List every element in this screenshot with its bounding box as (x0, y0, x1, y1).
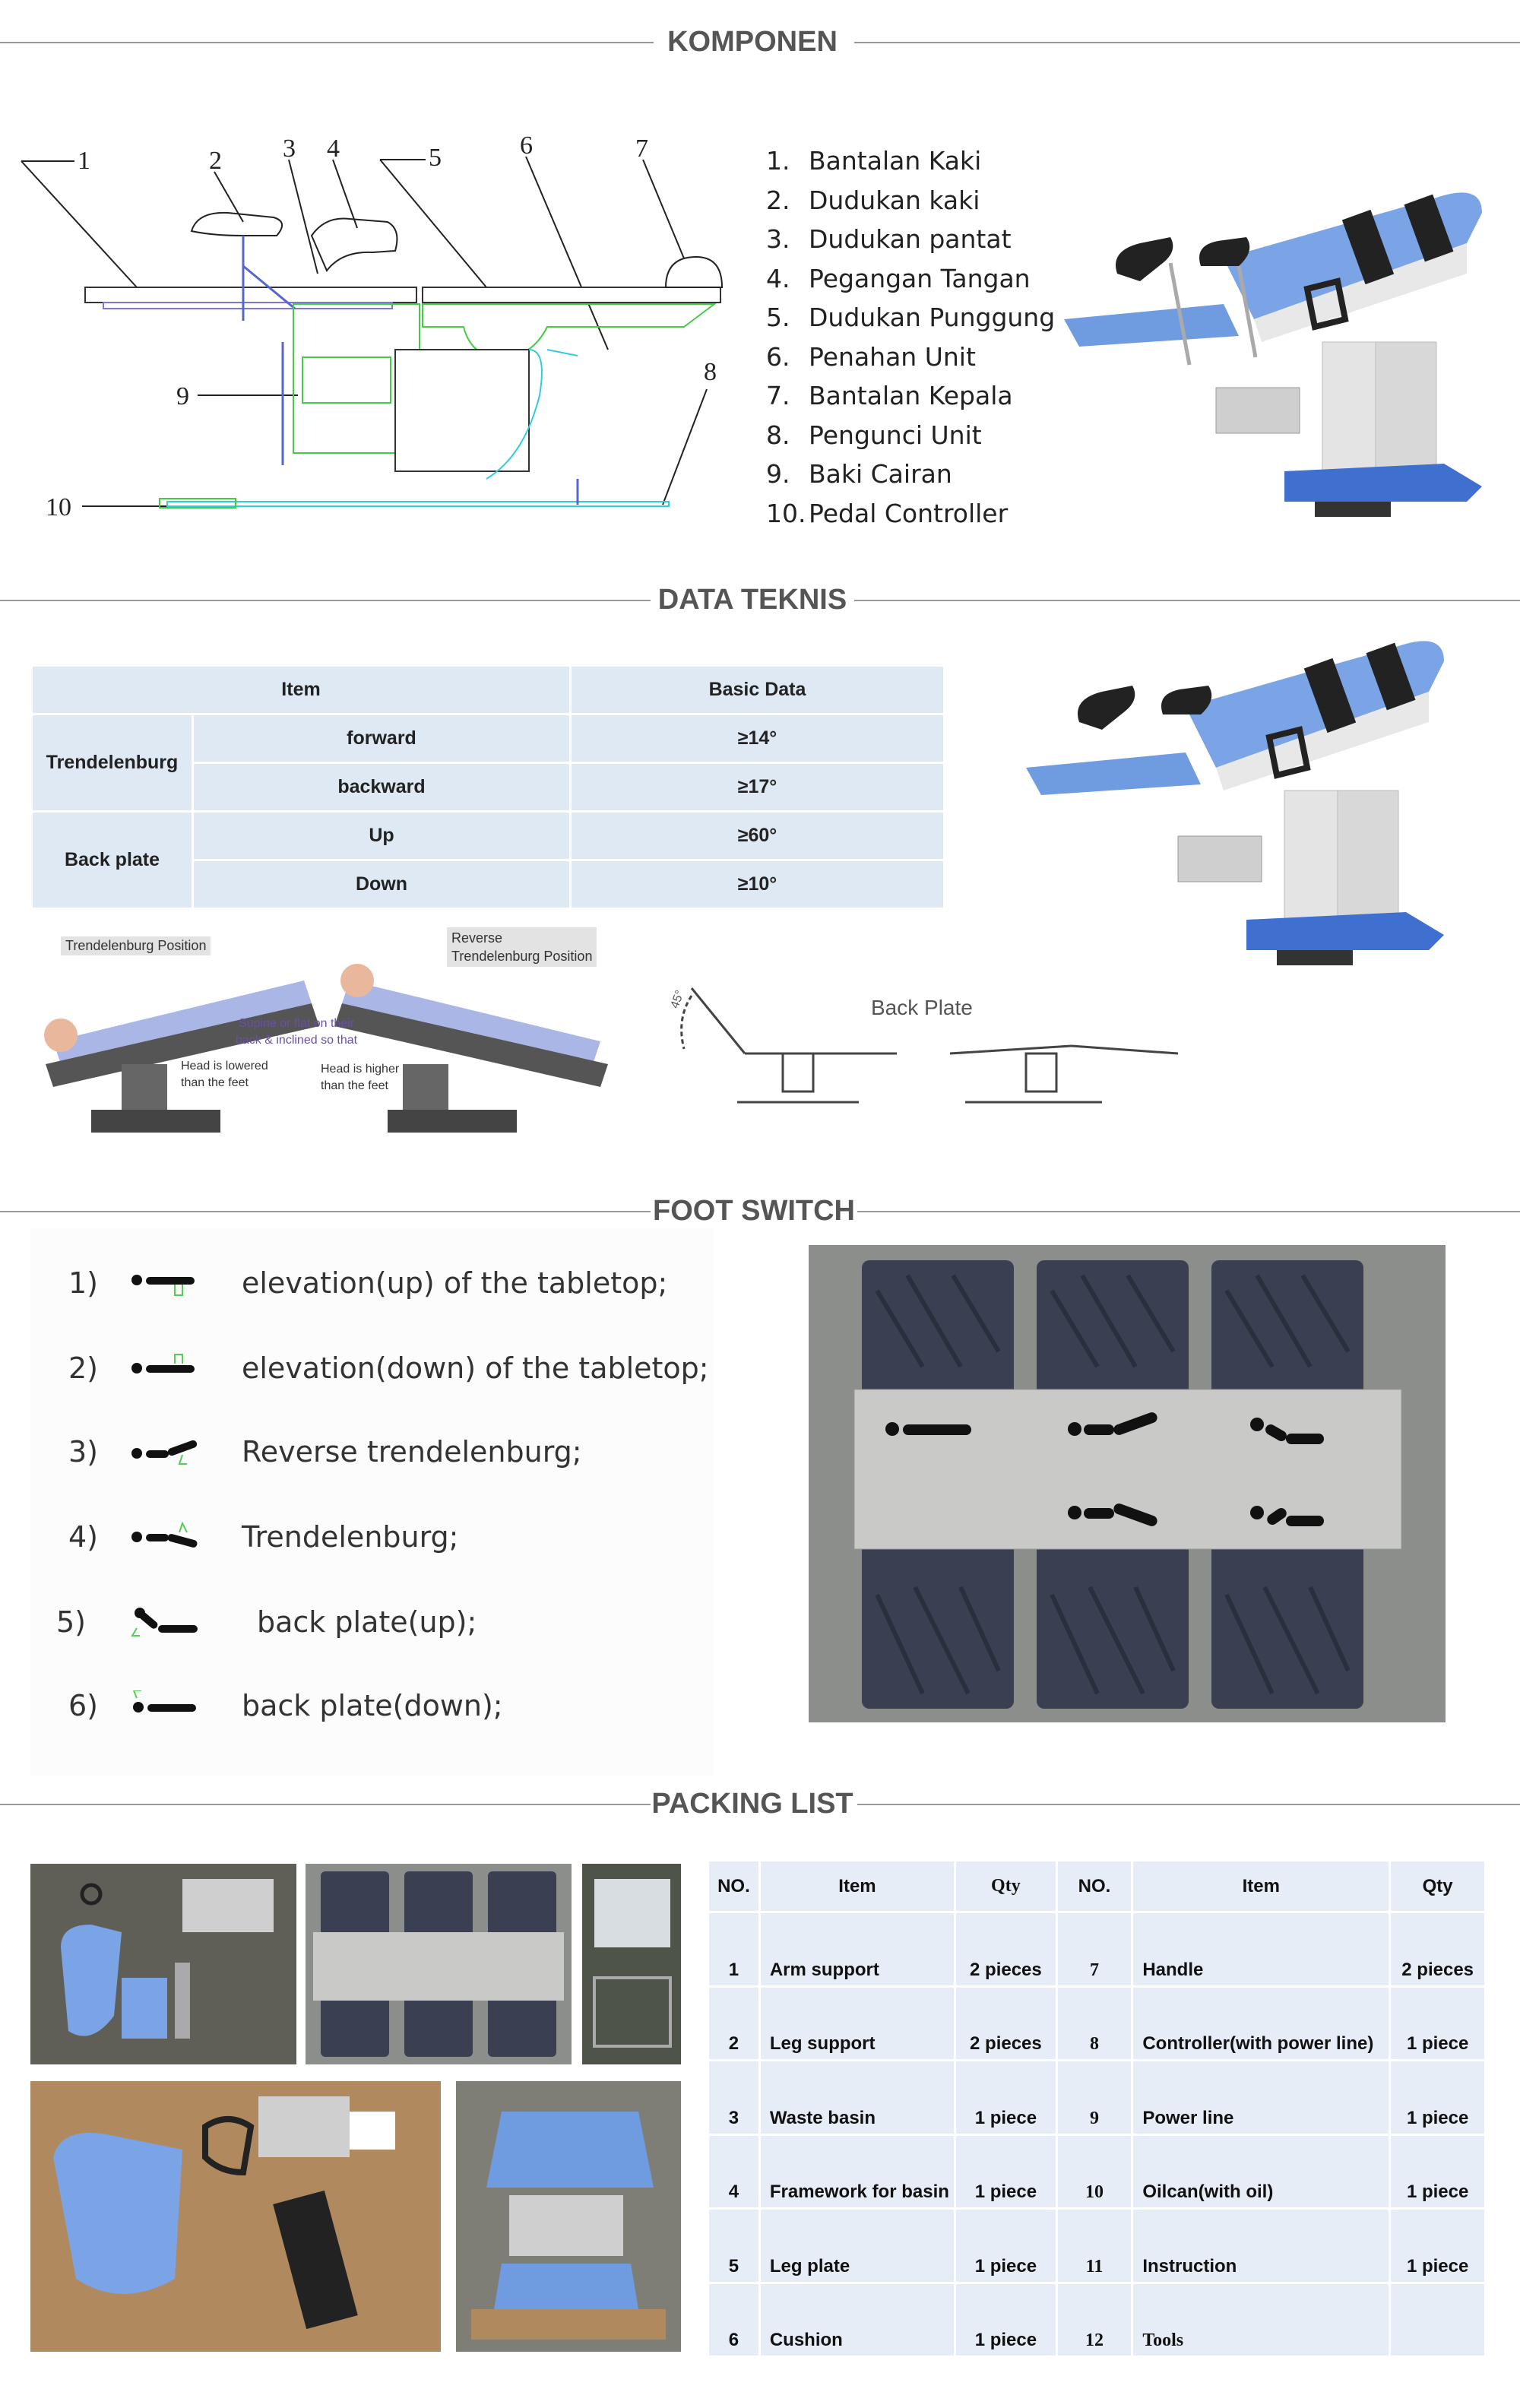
back-plate-diagrams (661, 973, 1193, 1125)
callout-7: 7 (635, 135, 648, 163)
cell: Up (193, 812, 571, 860)
back-plate-down-icon (129, 1690, 213, 1721)
row-label: Trendelenburg (32, 714, 193, 812)
section-header-data-teknis (0, 581, 1520, 619)
foot-switch-list (30, 1228, 714, 1776)
header-no: NO. (708, 1861, 760, 1912)
packing-list-table (707, 1859, 1487, 2358)
list-item: 2. Dudukan kaki (766, 185, 980, 215)
header-qty: Qty (1390, 1861, 1486, 1912)
table-header-row (708, 1861, 1486, 1912)
callout-3: 3 (283, 135, 296, 163)
callout-10: 10 (46, 493, 71, 521)
packing-photo-1 (30, 1864, 296, 2064)
callout-8: 8 (704, 358, 717, 386)
component-list (766, 141, 1055, 533)
packing-photo-5 (456, 2081, 681, 2352)
list-item: 5) back plate(up); (56, 1605, 477, 1639)
table-row: 4 Framework for basin 1 piece 10 Oilcan(with oil) 1 piece (708, 2134, 1486, 2209)
list-item: 9. Baki Cairan (766, 459, 952, 489)
cell: Down (193, 860, 571, 909)
list-item: 10. Pedal Controller (766, 498, 1009, 528)
callout-5: 5 (429, 144, 442, 172)
divider (0, 42, 654, 43)
packing-photo-2 (306, 1864, 572, 2064)
callout-9: 9 (176, 382, 189, 410)
table-row (32, 714, 945, 763)
list-item: 8. Pengunci Unit (766, 420, 982, 450)
divider (854, 42, 1520, 43)
elevation-up-icon (129, 1268, 213, 1298)
table-row (32, 812, 945, 860)
technical-data-table (30, 664, 945, 910)
head-lowered-note: Head is lowered than the feet (181, 1060, 268, 1089)
delivery-bed-image (1056, 167, 1497, 532)
table-row: 6 Cushion 1 piece 12 Tools (708, 2283, 1486, 2357)
section-header-komponen (0, 23, 1520, 61)
patient-position-image (30, 950, 638, 1148)
reverse-trendelenburg-icon (129, 1437, 213, 1467)
cell: ≥10° (571, 860, 945, 909)
list-item: 6. Penahan Unit (766, 341, 976, 372)
table-row: 5 Leg plate 1 piece 11 Instruction 1 piece (708, 2209, 1486, 2283)
cell: ≥17° (571, 763, 945, 812)
section-header-foot-switch (0, 1192, 1520, 1230)
cell: ≥14° (571, 714, 945, 763)
component-diagram (15, 122, 745, 547)
reverse-label: Reverse Trendelenburg Position (447, 927, 597, 967)
callout-1: 1 (78, 147, 90, 175)
section-title: DATA TEKNIS (657, 584, 847, 616)
divider (0, 600, 651, 601)
supine-note: Supine or flat on their back & inclined so that (236, 1017, 358, 1047)
section-header-packing-list (0, 1785, 1520, 1823)
delivery-bed-image-2 (1011, 616, 1467, 981)
section-title: FOOT SWITCH (653, 1195, 855, 1227)
callout-6: 6 (520, 131, 533, 160)
cell: backward (193, 763, 571, 812)
back-plate-drawing (661, 973, 1193, 1125)
list-item: 5. Dudukan Punggung (766, 303, 1056, 332)
divider (854, 600, 1520, 601)
back-plate-up-icon (129, 1607, 213, 1637)
section-title: KOMPONEN (667, 26, 838, 58)
list-item: 2) elevation(down) of the tabletop; (68, 1351, 709, 1385)
list-item: 4. Pegangan Tangan (766, 263, 1031, 293)
cell: forward (193, 714, 571, 763)
callout-4: 4 (327, 135, 340, 163)
packing-photo-4 (30, 2081, 441, 2352)
back-plate-label: Back Plate (871, 996, 973, 1019)
header-qty: Qty (955, 1861, 1057, 1912)
section-title: PACKING LIST (651, 1788, 853, 1820)
header-item: Item (1132, 1861, 1390, 1912)
list-item: 3. Dudukan pantat (766, 224, 1012, 254)
foot-pedal-drawing (809, 1245, 1446, 1722)
head-higher-note: Head is higher than the feet (321, 1063, 400, 1092)
header-no: NO. (1056, 1861, 1132, 1912)
table-row: 1 Arm support 2 pieces 7 Handle 2 pieces (708, 1912, 1486, 1987)
list-item: 1) elevation(up) of the tabletop; (68, 1266, 668, 1300)
list-item: 1. Bantalan Kaki (766, 146, 982, 176)
divider (0, 1804, 651, 1805)
table-row: 3 Waste basin 1 piece 9 Power line 1 piece (708, 2061, 1486, 2135)
trendelenburg-icon (129, 1522, 213, 1552)
foot-pedal-photo (809, 1245, 1446, 1722)
cell: ≥60° (571, 812, 945, 860)
divider (857, 1211, 1520, 1212)
list-item: 4) Trendelenburg; (68, 1520, 459, 1554)
header-basic-data: Basic Data (571, 666, 945, 714)
list-item: 6) back plate(down); (68, 1689, 503, 1722)
header-item: Item (32, 666, 571, 714)
table-header-row (32, 666, 945, 714)
divider (0, 1211, 651, 1212)
position-illustrations (30, 927, 638, 1148)
row-label: Back plate (32, 812, 193, 909)
packing-photo-3 (582, 1864, 681, 2064)
list-item: 7. Bantalan Kepala (766, 381, 1013, 410)
callout-2: 2 (209, 147, 222, 175)
elevation-down-icon (129, 1353, 213, 1383)
list-item: 3) Reverse trendelenburg; (68, 1435, 582, 1469)
header-item: Item (759, 1861, 955, 1912)
divider (857, 1804, 1520, 1805)
angle-label: 45° (668, 988, 687, 1011)
trendelenburg-label: Trendelenburg Position (61, 936, 211, 955)
table-row: 2 Leg support 2 pieces 8 Controller(with power line) 1 piece (708, 1986, 1486, 2061)
